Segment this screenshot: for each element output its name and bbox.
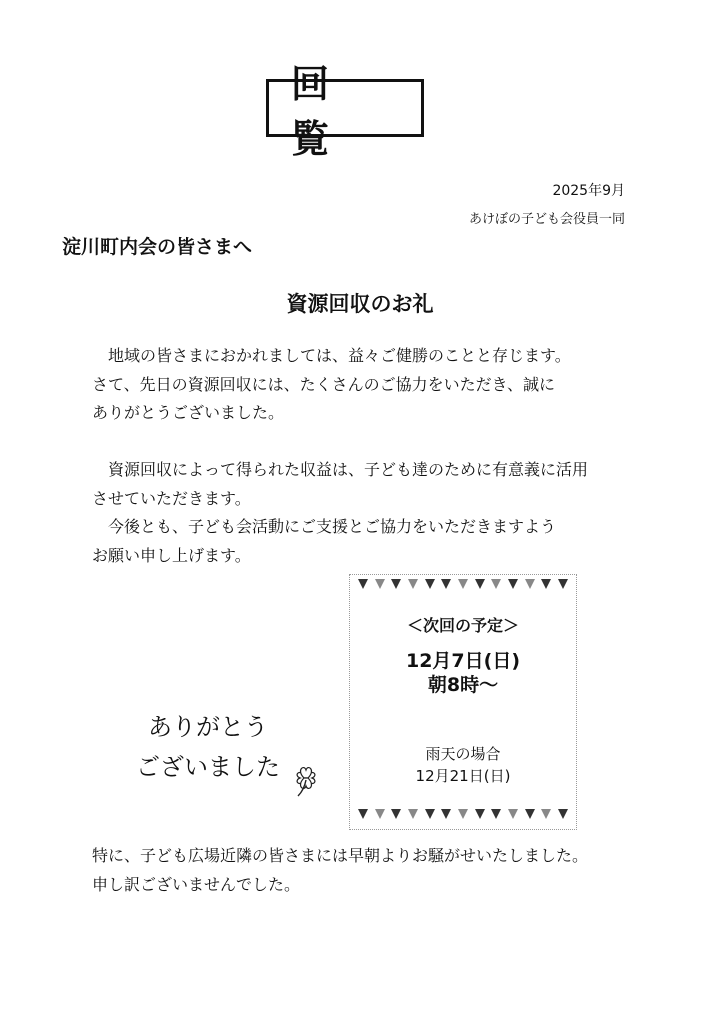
schedule-datetime: [350, 649, 576, 697]
pennant-icon: [425, 809, 435, 819]
pennant-icon: [358, 579, 368, 589]
rain-label: 雨天の場合: [425, 745, 501, 763]
thanks-line-1: ありがとう: [148, 713, 268, 741]
schedule-heading: ＜次回の予定＞: [406, 616, 519, 635]
clover-icon: [284, 756, 328, 800]
rain-info: [350, 743, 576, 787]
thanks-message: [118, 707, 298, 787]
rain-date: 12月21日(日): [415, 767, 511, 785]
pennant-icon: [525, 579, 535, 589]
body-paragraph-2: 資源回収によって得られた収益は、子ども達のために有意義に活用 させていただきます。 今後とも、子ども会活動にご支援とご協力をいただきますよう お願い申し上げます。: [92, 460, 589, 565]
schedule-time: 朝8時〜: [427, 674, 499, 696]
pennant-icon: [441, 579, 451, 589]
body-paragraph-1: 地域の皆さまにおかれましては、益々ご健勝のことと存じます。 さて、先日の資源回収には、たくさんのご協力をいただき、誠に ありがとうございました。: [92, 346, 571, 422]
sender-name: あけぼの子ども会役員一同: [468, 212, 625, 227]
document-title: 資源回収のお礼: [286, 292, 434, 316]
pennant-icon: [458, 579, 468, 589]
issue-date: 2025年9月: [552, 183, 625, 199]
pennant-icon: [508, 809, 518, 819]
pennant-icon: [408, 809, 418, 819]
pennant-icon: [441, 809, 451, 819]
pennant-icon: [475, 579, 485, 589]
circulation-stamp: [266, 62, 424, 161]
pennant-icon: [425, 579, 435, 589]
thanks-line-2: ございました: [136, 753, 280, 781]
pennant-icon: [541, 579, 551, 589]
pennant-icon: [375, 579, 385, 589]
pennant-icon: [491, 579, 501, 589]
pennant-icon: [391, 579, 401, 589]
addressee: 淀川町内会の皆さまへ: [62, 236, 253, 258]
apology-paragraph: 特に、子ども広場近隣の皆さまには早朝よりお騒がせいたしました。 申し訳ございませんでした。: [92, 846, 589, 894]
pennant-icon: [558, 579, 568, 589]
pennant-icon: [358, 809, 368, 819]
pennant-icon: [458, 809, 468, 819]
pennant-icon: [508, 579, 518, 589]
pennant-garland-top: [358, 579, 568, 591]
pennant-icon: [391, 809, 401, 819]
schedule-date: 12月7日(日): [405, 650, 521, 672]
next-schedule-box: [349, 574, 577, 830]
pennant-icon: [541, 809, 551, 819]
pennant-icon: [408, 579, 418, 589]
pennant-icon: [375, 809, 385, 819]
pennant-icon: [491, 809, 501, 819]
pennant-icon: [525, 809, 535, 819]
circulation-label: 回 覧: [291, 62, 352, 161]
pennant-icon: [475, 809, 485, 819]
pennant-garland-bottom: [358, 809, 568, 821]
pennant-icon: [558, 809, 568, 819]
